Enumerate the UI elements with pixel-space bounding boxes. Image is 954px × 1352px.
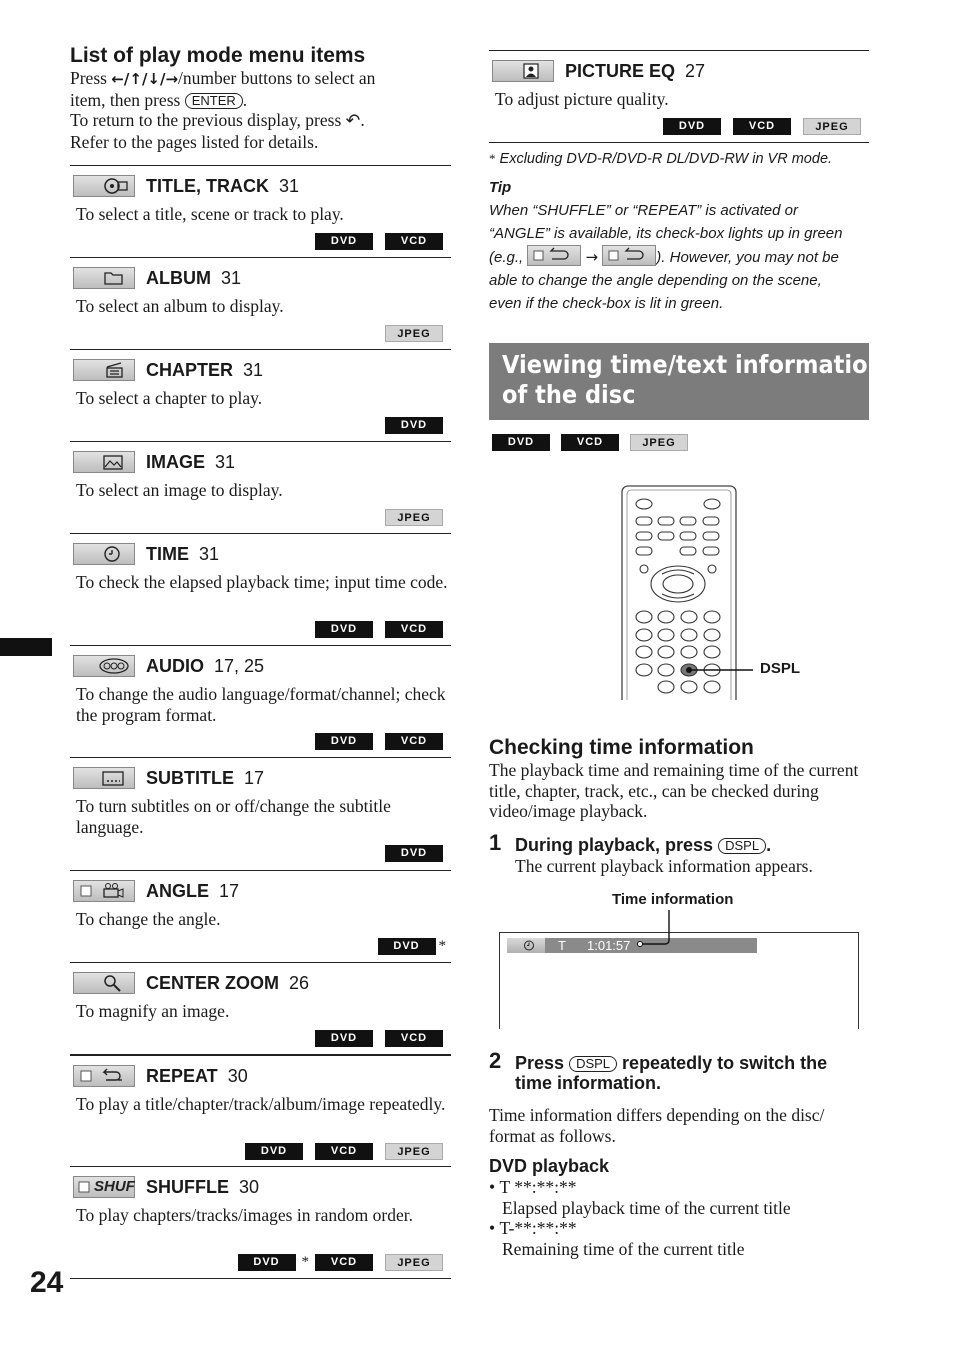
item-name: CHAPTER [146,360,234,380]
tip-text: ). However, you may not be [656,249,839,266]
step2-text: repeatedly to switch the [622,1053,828,1073]
footnote-mark: * [489,151,496,166]
format-badges [385,417,443,434]
item-description: To select an image to display. [76,480,283,500]
tip-block [489,176,879,315]
time-code: T-**:**:** [499,1218,577,1238]
item-name: TIME [146,544,189,564]
section-title-line: of the disc [502,380,636,409]
badge-dvd: DVD [385,417,443,434]
menu-item-shuffle [70,1166,451,1279]
badge-vcd: VCD [733,118,791,135]
time-info-pointer [630,905,680,955]
item-pages: 30 [227,1066,248,1086]
item-name: CENTER ZOOM [146,973,279,993]
intro-line4: Refer to the pages listed for details. [70,131,319,152]
item-description: To adjust picture quality. [495,89,669,109]
tip-line: able to change the angle depending on the scene, [489,272,822,289]
list-item: • T-**:**:** [489,1218,577,1238]
badge-jpeg: JPEG [385,1143,443,1160]
item-description: To play a title/chapter/track/album/image repeatedly. [76,1094,446,1114]
badge-dvd: DVD [238,1254,296,1271]
step1-text: During playback, press [515,835,714,855]
format-badges [315,1030,443,1047]
item-name: ALBUM [146,268,211,288]
intro-line3: To return to the previous display, press [70,110,342,130]
clock-icon [507,938,545,953]
item-name: REPEAT [146,1066,218,1086]
step2-instruction [515,1053,875,1093]
time-info-label: Time information [612,891,734,908]
checking-heading: Checking time information [489,736,754,759]
shuffle-icon [73,1176,135,1198]
item-pages: 27 [685,61,706,81]
intro-line3-end: . [360,110,365,130]
enter-key: ENTER [185,93,243,109]
time-code-description: Remaining time of the current title [502,1238,745,1259]
item-pages: 31 [279,176,300,196]
return-icon: ↶ [345,111,361,131]
format-badges [315,621,443,638]
list-item: • T **:**:** [489,1177,577,1197]
badge-vcd: VCD [385,1030,443,1047]
step1-instruction [515,835,771,855]
footnote-asterisk: * [301,1254,309,1270]
time-code-description: Elapsed playback time of the current title [502,1197,791,1218]
badge-jpeg: JPEG [385,1254,443,1271]
item-description: To change the audio language/format/channel; check the program format. [76,684,446,725]
dspl-key: DSPL [718,838,766,854]
item-description: To change the angle. [76,909,221,929]
badge-dvd: DVD [315,621,373,638]
step-number: 2 [489,1048,502,1073]
badge-dvd: DVD [315,733,373,750]
intro-line2-end: . [242,89,248,110]
item-pages: 17 [244,768,265,788]
item-description: To select a title, scene or track to play. [76,204,344,224]
differs-text: Time information differs depending on the disc/ format as follows. [489,1105,825,1146]
item-name: ANGLE [146,881,209,901]
badge-vcd: VCD [561,434,619,451]
badge-vcd: VCD [315,1254,373,1271]
item-description: To magnify an image. [76,1001,230,1021]
badge-dvd: DVD [315,233,373,250]
format-badges [315,733,443,750]
menu-item-audio [70,645,451,758]
divider [70,1278,451,1279]
format-badges [238,1254,444,1271]
folder-icon [73,267,135,289]
item-description: To check the elapsed playback time; input time code. [76,572,448,592]
badge-jpeg: JPEG [803,118,861,135]
badge-dvd: DVD [663,118,721,135]
picture-eq-icon [492,60,554,82]
section-title-banner [489,343,884,420]
menu-item-angle [70,870,451,963]
repeat-icon [73,1065,135,1087]
item-pages: 17 [219,881,240,901]
badge-dvd: DVD [245,1143,303,1160]
image-icon [73,451,135,473]
checking-body: The playback time and remaining time of the current title, chapter, track, etc., can be checked during video/image playback. [489,760,859,821]
checkbox-off-icon [527,245,581,266]
item-pages: 31 [199,544,220,564]
badge-dvd: DVD [492,434,550,451]
item-pages: 17, 25 [214,656,265,676]
tip-line [489,245,879,269]
badge-dvd: DVD [315,1030,373,1047]
item-pages: 31 [215,452,236,472]
badge-dvd: DVD [378,938,436,955]
badge-jpeg: JPEG [385,509,443,526]
divider [489,142,869,143]
menu-item-album [70,257,451,350]
item-name: IMAGE [146,452,206,472]
audio-icon [73,655,135,677]
menu-item-repeat [70,1054,451,1168]
footnote-asterisk: * [438,938,446,954]
clock-icon [73,543,135,565]
menu-item-chapter [70,349,451,442]
tip-line: even if the check-box is lit in green. [489,295,724,312]
dvd-playback-list [489,1177,869,1259]
subtitle-icon [73,767,135,789]
remote-dspl-label: DSPL [760,660,801,677]
tip-line: When “SHUFFLE” or “REPEAT” is activated or [489,202,798,219]
badge-dvd: DVD [385,845,443,862]
arrow-right-icon: → [585,248,599,266]
dvd-playback-heading: DVD playback [489,1156,610,1176]
item-name: PICTURE EQ [565,61,676,81]
menu-item-picture-eq [489,50,869,144]
badge-vcd: VCD [385,733,443,750]
footnote [489,147,879,171]
item-pages: 31 [243,360,264,380]
format-badges [315,233,443,250]
angle-camera-icon [73,880,135,902]
intro-press: Press [70,68,107,88]
section-title-line: Viewing time/text information [502,350,884,379]
item-pages: 26 [289,973,310,993]
format-badges [245,1143,443,1160]
badge-vcd: VCD [315,1143,373,1160]
item-pages: 31 [221,268,242,288]
badge-vcd: VCD [385,621,443,638]
item-name: SHUFFLE [146,1177,229,1197]
format-badges [385,509,443,526]
footnote-text: Excluding DVD-R/DVD-R DL/DVD-RW in VR mode. [499,151,833,167]
badge-jpeg: JPEG [385,325,443,342]
arrow-keys-icon: ←/↑/↓/→ [111,70,179,88]
item-description: To play chapters/tracks/images in random order. [76,1205,414,1225]
intro-line1-rest: /number buttons to select an [178,68,376,88]
dspl-key: DSPL [569,1056,617,1072]
section-heading: List of play mode menu items [70,44,366,67]
item-pages: 30 [239,1177,260,1197]
step-number: 1 [489,830,502,855]
menu-item-image [70,441,451,534]
item-description: To select a chapter to play. [76,388,263,408]
checkbox-on-icon [602,245,656,266]
step2-text: Press [515,1053,565,1073]
item-description: To select an album to display. [76,296,284,316]
step2-text: time information. [515,1073,662,1093]
format-badges [385,325,443,342]
menu-item-time [70,533,451,646]
tip-line: “ANGLE” is available, its check-box lights up in green [489,225,843,242]
menu-item-subtitle [70,757,451,870]
disc-title-icon [73,175,135,197]
zoom-icon [73,972,135,994]
time-mode: T [558,938,566,953]
badge-jpeg: JPEG [630,434,688,451]
tip-label: Tip [489,179,512,196]
item-name: TITLE, TRACK [146,176,269,196]
section-format-badges [492,434,688,451]
step1-end: . [766,835,772,855]
step1-result: The current playback information appears. [515,856,813,876]
format-badges [378,938,444,955]
shuffle-icon-label: SHUF [94,1178,135,1195]
tip-text: (e.g., [489,249,524,266]
menu-item-center-zoom [70,962,451,1055]
section-tab-marker [0,638,52,656]
item-name: AUDIO [146,656,204,676]
intro-text [70,68,451,152]
badge-vcd: VCD [385,233,443,250]
format-badges [385,845,443,862]
time-code: T **:**:** [499,1177,577,1197]
intro-line2: item, then press [70,89,181,110]
time-value: 1:01:57 [587,938,631,953]
clapper-icon [73,359,135,381]
play-mode-menu-column [70,44,451,1270]
format-badges [663,118,861,135]
item-description: To turn subtitles on or off/change the subtitle language. [76,796,391,837]
item-name: SUBTITLE [146,768,234,788]
menu-item-title-track [70,165,451,258]
page-number: 24 [30,1266,64,1299]
